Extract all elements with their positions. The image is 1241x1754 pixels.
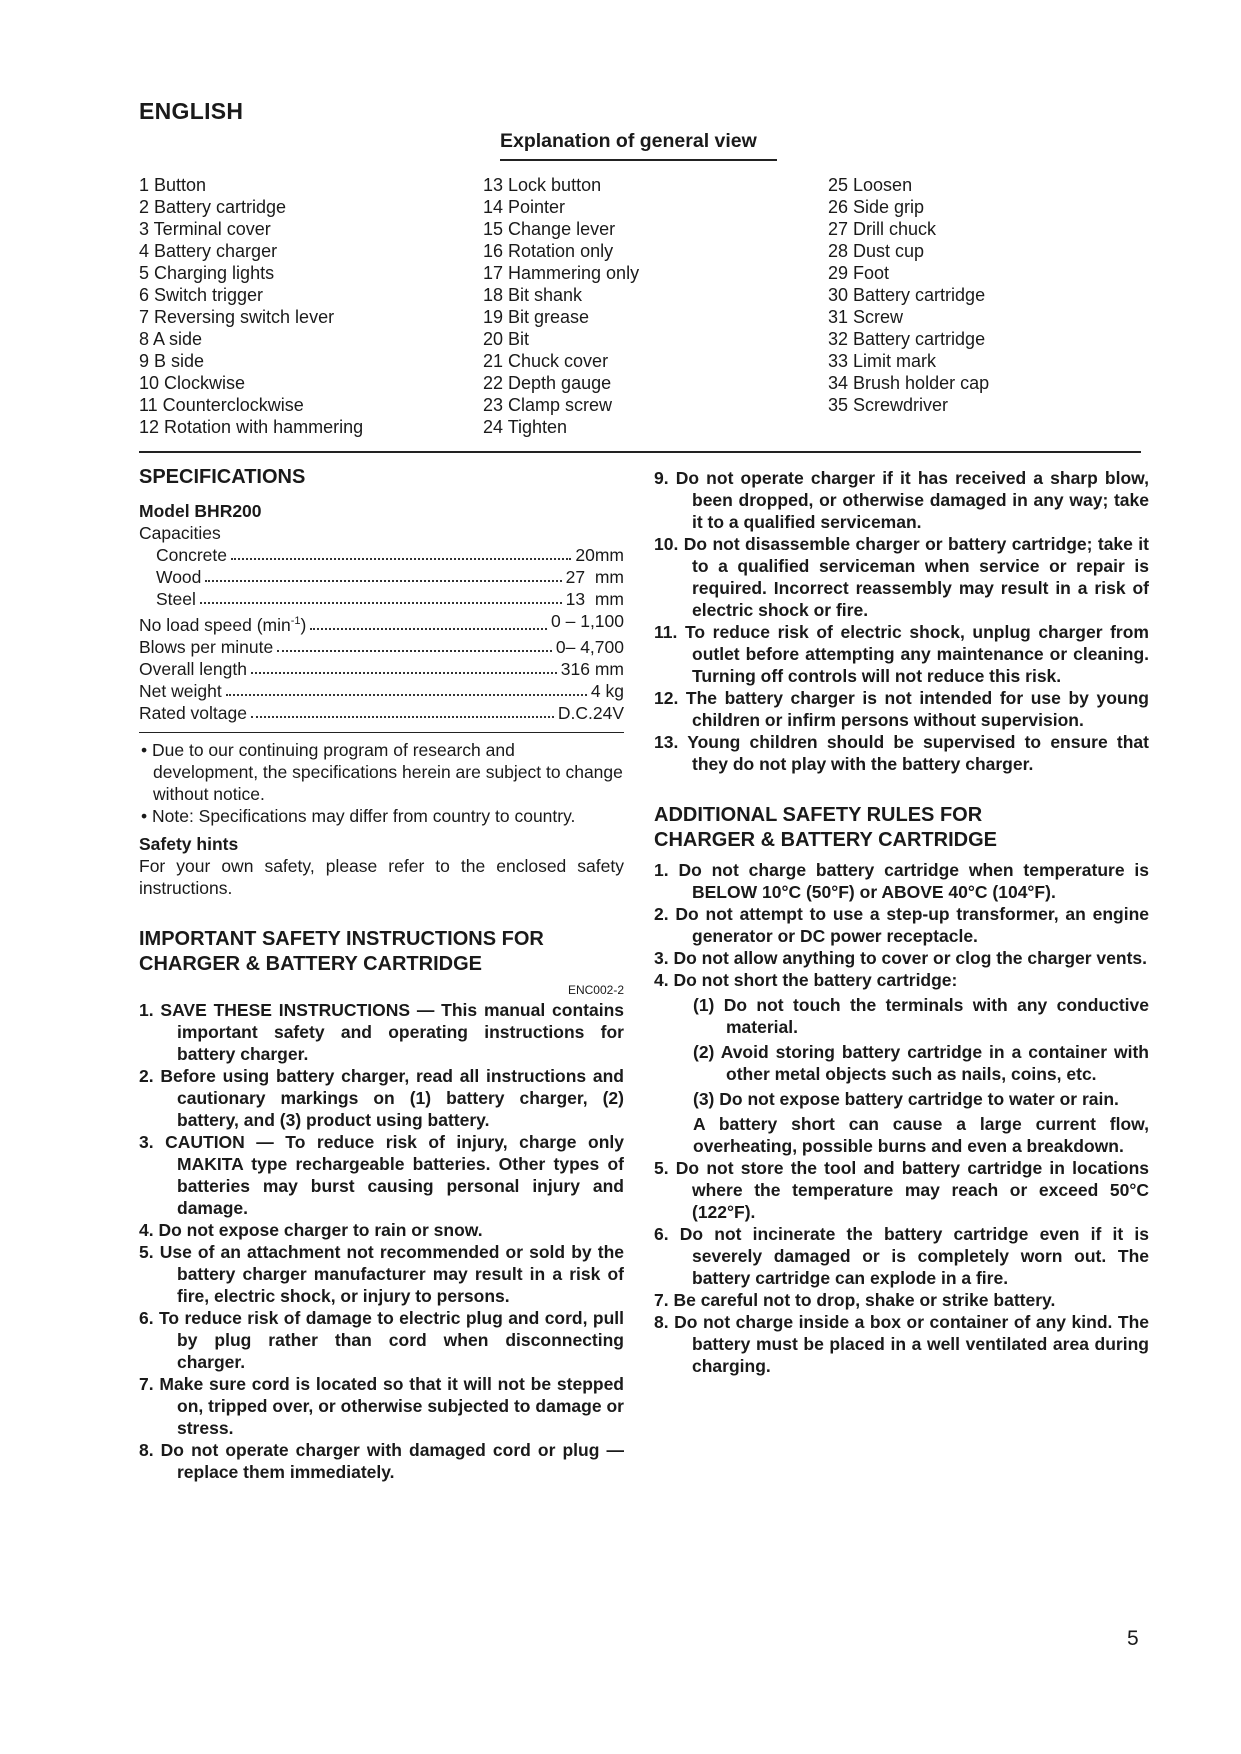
part-item: 7 Reversing switch lever — [139, 307, 335, 327]
list-item: 3. CAUTION — To reduce risk of injury, charge only MAKITA type rechargeable batteries. Other types of batteries may burst causing personal injury and damage. — [139, 1132, 624, 1219]
list-item: 4. Do not short the battery cartridge: — [654, 970, 958, 990]
list-item: 6. Do not incinerate the battery cartridge even if it is severely damaged or is completely worn out. The battery cartridge can explode in a fire. — [654, 1224, 1149, 1288]
part-item: 13 Lock button — [483, 175, 602, 195]
part-item: 16 Rotation only — [483, 241, 614, 261]
spec-row-concrete: Concrete 20mm — [156, 545, 624, 565]
sub-paragraph: A battery short can cause a large current flow, overheating, possible burns and even a breakdown. — [693, 1114, 1149, 1156]
list-item: 11. To reduce risk of electric shock, unplug charger from outlet before attempting any maintenance or cleaning. Turning off controls will not reduce this risk. — [654, 622, 1149, 686]
part-item: 31 Screw — [828, 307, 904, 327]
part-item: 11 Counterclockwise — [139, 395, 304, 415]
part-item: 12 Rotation with hammering — [139, 417, 364, 437]
part-item: 14 Pointer — [483, 197, 566, 217]
general-view-column-3 — [828, 174, 989, 416]
list-item: 5. Do not store the tool and battery cartridge in locations where the temperature may reach or exceed 50°C (122°F). — [654, 1158, 1149, 1222]
general-view-column-2 — [483, 174, 639, 438]
part-item: 18 Bit shank — [483, 285, 583, 305]
general-view-column-1 — [139, 174, 363, 438]
part-item: 33 Limit mark — [828, 351, 937, 371]
part-item: 25 Loosen — [828, 175, 913, 195]
list-item: 1. SAVE THESE INSTRUCTIONS — This manual contains important safety and operating instructions for battery charger. — [139, 1000, 624, 1065]
important-list — [139, 999, 624, 1483]
part-item: 26 Side grip — [828, 197, 925, 217]
important-heading-line-2: CHARGER & BATTERY CARTRIDGE — [139, 953, 482, 976]
list-item: 9. Do not operate charger if it has received a sharp blow, been dropped, or otherwise damaged in any way; take it to a qualified serviceman. — [654, 468, 1149, 532]
part-item: 28 Dust cup — [828, 241, 925, 261]
part-item: 30 Battery cartridge — [828, 285, 986, 305]
spec-note: • Note: Specifications may differ from country to country. — [141, 806, 576, 827]
important-list-continued — [654, 467, 1149, 775]
part-item: 3 Terminal cover — [139, 219, 271, 239]
list-item: 7. Make sure cord is located so that it will not be stepped on, tripped over, or otherwise subjected to damage or stress. — [139, 1374, 624, 1439]
part-item: 19 Bit grease — [483, 307, 590, 327]
additional-heading-line-1: ADDITIONAL SAFETY RULES FOR — [654, 804, 983, 826]
right-column — [654, 467, 1149, 1377]
list-item: 2. Do not attempt to use a step-up transformer, an engine generator or DC power receptacle. — [654, 904, 1149, 946]
document-code: ENC002-2 — [567, 983, 624, 998]
sub-item: (3) Do not expose battery cartridge to water or rain. — [693, 1089, 1119, 1109]
spec-row-voltage: Rated voltage D.C.24V — [139, 702, 624, 723]
part-item: 20 Bit — [483, 329, 530, 349]
list-item: 5. Use of an attachment not recommended or sold by the battery charger manufacturer may result in a risk of fire, electric shock, or injury to persons. — [139, 1242, 624, 1307]
part-item: 2 Battery cartridge — [139, 197, 287, 217]
spec-row-steel: Steel 13 mm — [156, 589, 624, 609]
list-item: 13. Young children should be supervised to ensure that they do not play with the battery charger. — [654, 732, 1149, 774]
part-item: 6 Switch trigger — [139, 285, 264, 305]
part-item: 8 A side — [139, 329, 203, 349]
part-item: 17 Hammering only — [483, 263, 640, 283]
general-view-underline — [500, 159, 777, 161]
additional-heading-line-2: CHARGER & BATTERY CARTRIDGE — [654, 829, 997, 851]
spec-note: • Due to our continuing program of research and development, the specifications herein are subject to change without notice. — [141, 740, 623, 805]
list-item: 2. Before using battery charger, read all instructions and cautionary markings on (1) battery charger, (2) battery, and (3) product using battery. — [139, 1066, 624, 1131]
part-item: 9 B side — [139, 351, 205, 371]
general-view-title: Explanation of general view — [500, 130, 757, 152]
language-heading: ENGLISH — [139, 98, 244, 124]
sub-item: (1) Do not touch the terminals with any conductive material. — [693, 995, 1149, 1037]
capacities-label: Capacities — [139, 523, 221, 543]
part-item: 22 Depth gauge — [483, 373, 612, 393]
list-item: 12. The battery charger is not intended for use by young children or infirm persons without supervision. — [654, 688, 1149, 730]
part-item: 23 Clamp screw — [483, 395, 613, 415]
important-heading-line-1: IMPORTANT SAFETY INSTRUCTIONS FOR — [139, 928, 544, 951]
part-item: 24 Tighten — [483, 417, 568, 437]
section-divider — [139, 451, 1141, 453]
spec-row-no-load-speed: No load speed $(\min^{-1})$ 0 – 1,100 — [139, 611, 624, 635]
part-item: 35 Screwdriver — [828, 395, 949, 415]
list-item: 1. Do not charge battery cartridge when temperature is BELOW 10°C (50°F) or ABOVE 40°C (104°F). — [654, 860, 1149, 902]
part-item: 29 Foot — [828, 263, 890, 283]
additional-list — [654, 859, 1149, 1377]
list-item: 3. Do not allow anything to cover or clog the charger vents. — [654, 948, 1147, 968]
list-item: 6. To reduce risk of damage to electric plug and cord, pull by plug rather than cord when disconnecting charger. — [139, 1308, 624, 1373]
part-item: 5 Charging lights — [139, 263, 275, 283]
part-item: 1 Button — [139, 175, 207, 195]
safety-hints-heading: Safety hints — [139, 834, 239, 855]
part-item: 27 Drill chuck — [828, 219, 937, 239]
spec-row-blows: Blows per minute 0– 4,700 — [139, 636, 624, 657]
safety-hints-text: For your own safety, please refer to the enclosed safety instructions. — [139, 856, 624, 899]
spec-table — [139, 522, 624, 724]
list-item: 10. Do not disassemble charger or battery cartridge; take it to a qualified serviceman when service or repair is required. Incorrect reassembly may result in a risk of electric shock or fire. — [654, 534, 1149, 620]
model-label: Model BHR200 — [139, 501, 262, 521]
part-item: 21 Chuck cover — [483, 351, 609, 371]
part-item: 4 Battery charger — [139, 241, 278, 261]
list-item: 4. Do not expose charger to rain or snow. — [139, 1220, 483, 1241]
list-item: 8. Do not charge inside a box or container of any kind. The battery must be placed in a well ventilated area during charging. — [654, 1312, 1149, 1376]
spec-divider — [139, 732, 624, 734]
list-item: 8. Do not operate charger with damaged cord or plug — replace them immediately. — [139, 1440, 624, 1483]
spec-row-length: Overall length 316 mm — [139, 658, 624, 679]
part-item: 34 Brush holder cap — [828, 373, 990, 393]
part-item: 10 Clockwise — [139, 373, 246, 393]
part-item: 15 Change lever — [483, 219, 616, 239]
part-item: 32 Battery cartridge — [828, 329, 986, 349]
specifications-heading: SPECIFICATIONS — [139, 466, 306, 488]
list-item: 7. Be careful not to drop, shake or strike battery. — [654, 1290, 1056, 1310]
sub-item: (2) Avoid storing battery cartridge in a container with other metal objects such as nails, coins, etc. — [693, 1042, 1149, 1084]
spec-row-wood: Wood 27 mm — [156, 567, 624, 587]
left-column — [139, 465, 624, 1483]
page-number: 5 — [1127, 1627, 1139, 1650]
spec-row-weight: Net weight 4 kg — [139, 680, 624, 701]
